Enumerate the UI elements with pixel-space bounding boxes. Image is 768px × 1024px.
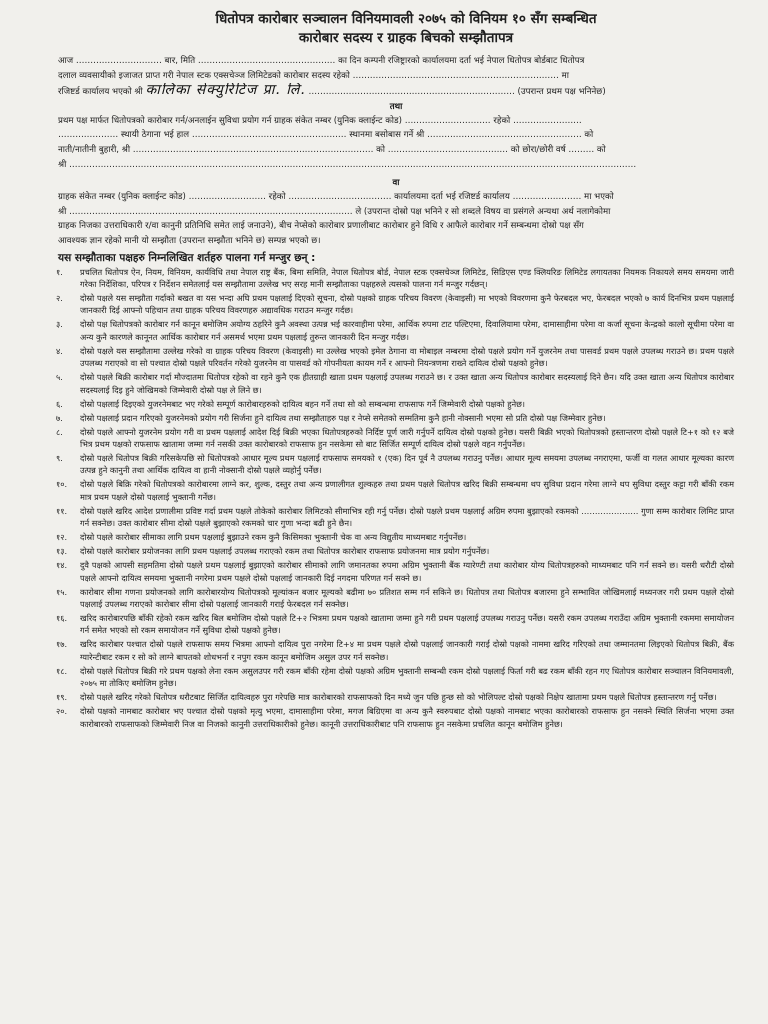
clause-number: १०. (56, 479, 68, 490)
clause-item (58, 691, 734, 703)
clause-item (58, 478, 734, 503)
org-line-1: ग्राहक संकेत नम्बर (युनिक क्लाईन्ट कोड) ……………………… रहेको ……………………………… कार्यालयमा दर्ता भई रजिष्टर्ड कार्यालय …………………… मा भएको (58, 192, 614, 203)
clause-number: १६. (56, 613, 68, 623)
clause-text: दोस्रो पक्षलाई प्रदान गरिएको युजरनेमको प्रयोग गरी सिर्जना हुने दायित्व तथा सम्झौताहरु पक्ष र नेप्से समेतको सम्मतिमा कुनै हानी नोक्सानी भएमा सो प्रति दोस्रो पक्ष जिम्मेवार हुनेछ। (80, 412, 606, 423)
clause-number: ७. (56, 412, 63, 423)
clause-text: दोस्रो पक्षको नामबाट कारोबार भए पश्चात दोस्रो पक्षको मृत्यु भएमा, दामासाहीमा परेमा, मगज बिग्रिएमा वा अन्य कुनै स्वरुपबाट दोस्रो पक्षको नामबाट भएका कारोबारको राफसाफ हुन नसक्ने स्थिति सिर्जना भएमा उक्त कारोबारको राफसाफको जिम्मेवारी निज वा निजको कानुनी उत्तराधिकारीको हुनेछ। कानूनी उत्तराधिकारीबाट पनि राफसाफ हुन नसकेमा प्रचलित कानून बमोजिम हुनेछ। (80, 706, 734, 729)
clause-text: दोस्रो पक्षले धितोपत्र बिक्री गरे प्रथम पक्षको लेना रकम असुलउपर गरी रकम बाँकी रहेमा दोस्रो पक्षको अग्रिम भुक्तानी सम्बन्धी रकम दोस्रो पक्षलाई फिर्ता गरी बढ रकम बाँकी रहन गए धितोपत्र कारोबार सञ्चालन विनियमावली, २०७५ मा तोकिए बमोजिम हुनेछ। (80, 665, 734, 689)
clause-list (58, 266, 734, 731)
document-subtitle: कारोबार सदस्य र ग्राहक बिचको सम्झौतापत्र (298, 30, 514, 46)
client-line-2: ………………… स्थायी ठेगाना भई हाल ……………………………………………… स्थानमा बसोबास गर्ने श्री ……………………………………………… को (58, 130, 594, 141)
clause-text: दोस्रो पक्ष धितोपत्रको कारोबार गर्न कानून बमोजिम अयोग्य ठहरिने कुनै अवस्था उत्पन्न भई कारवाहीमा परेमा, आर्थिक रुपमा टाट पल्टिएमा, दिवालियामा परेमा, दामासाहीमा परेमा वा कर्जा सूचना केन्द्रको कालो सूचीमा परेमा वा अन्य कुनै कारणले कानूनत आर्थिक कारोबार गर्न असमर्थ भएमा प्रथम पक्षलाई तुरुन्त जानकारी दिन मन्जुर गर्दछ। (80, 319, 734, 342)
document-title: धितोपत्र कारोबार सञ्चालन विनियमावली २०७५ को विनियम १० सँग सम्बन्धित (215, 11, 597, 27)
clause-number: २. (56, 292, 63, 303)
clause-number: १८. (56, 665, 68, 676)
clause-item (58, 371, 734, 396)
clause-number: १७. (56, 639, 68, 650)
client-line-1: प्रथम पक्ष मार्फत धितोपत्रको कारोबार गर्न/अनलाईन सुविधा प्रयोग गर्न ग्राहक संकेत नम्बर (युनिक क्लाईन्ट कोड) ………………………… रहेको …………………… (58, 115, 582, 126)
clause-number: १९. (56, 692, 68, 703)
intro-line-1: आज ………………………… बार, मिति ………………………………………… का दिन कम्पनी रजिष्ट्रारको कार्यालयमा दर्ता भई नेपाल धितोपत्र बोर्डबाट धितोपत्र (58, 56, 585, 66)
clause-text: खरिद कारोबारपछि बाँकी रहेको रकम खरिद बिल बमोजिम दोस्रो पक्षले टि+२ भित्रमा प्रथम पक्षको खातामा जम्मा हुने गरी प्रथम पक्षलाई उपलब्ध गराउनु पर्नेछ। यसरी रकम उपलब्ध गराउँदा अग्रिम भुक्तानी रकममा समायोजन गर्न समेत भएको सो रकम समायोजन गर्ने सुविधा दोस्रो पक्षको हुनेछ। (80, 613, 734, 636)
clause-number: ११. (56, 505, 68, 516)
clause-item (58, 318, 734, 343)
org-line-3: ग्राहक निजका उत्तराधिकारी र/वा कानुनी प्रतिनिधि समेत लाई जनाउने), बीच नेप्सेको कारोबार प्रणालीबाट कारोबार हुने विधि र आफैले कारोबार गर्ने सम्बन्धमा दोस्रो पक्ष सँग (58, 221, 584, 232)
clause-item (58, 292, 734, 317)
clause-text: दुवै पक्षको आपसी सहमतिमा दोस्रो पक्षले प्रथम पक्षलाई बुझाएको कारोबार सीमाको लागि जमानतका रुपमा अग्रिम भुक्तानी बैंक ग्यारेण्टी तथा कारोबार योग्य धितोपत्रहरुको माध्यमबाट पनि गर्न सक्ने छ। यसरी धरौटी दोस्रो पक्षले आफ्नो दायित्व समयमा भुक्तानी नगरेमा प्रथम पक्षले दोस्रो पक्षलाई जानकारी दिई नगदमा परिणत गर्न सक्ने छ। (80, 560, 734, 583)
client-line-3: नाती/नातीनी बुहारी, श्री ………………………………………………………………………… को …………………………………… को छोरा/छोरी वर्ष ……… को (58, 144, 606, 155)
clause-item (58, 505, 734, 530)
clause-text: दोस्रो पक्षले खरिद आदेश प्रणालीमा प्रविष्ट गर्दा प्रथम पक्षले तोकेको कारोबार लिमिटको सीमाभित्र रही गर्नु पर्नेछ। दोस्रो पक्षले प्रथम पक्षलाई अग्रिम रुपमा बुझाएको रकमको ………………… गुणा सम्म कारोबार लिमिट प्राप्त गर्न सक्नेछ। उक्त कारोबार सीमा दोस्रो पक्षले बुझाएको रकमको चार गुणा भन्दा बढी हुने छैन। (80, 505, 734, 529)
clause-item (58, 452, 734, 477)
clause-text: दोस्रो पक्षले यस सम्झौतामा उल्लेख गरेको वा ग्राहक परिचय विवरण (केवाइसी) मा उल्लेख भएको इमेल ठेगाना वा मोबाइल नम्बरमा दोस्रो पक्षले प्रयोग गर्ने युजरनेम तथा पासवर्ड प्रथम पक्षले उपलब्ध गराउने छ। प्रथम पक्षले उपलब्ध गराएको वा सो पश्चात दोस्रो पक्षले परिवर्तन गरेको युजरनेम वा पासवर्ड को गोपनीयता कायम गर्ने र आफ्नो नियन्त्रणमा राख्ने दायित्व दोस्रो पक्षको हुनेछ। (80, 345, 734, 369)
intro-line-2: दलाल व्यवसायीको इजाजत प्राप्त गरी नेपाल स्टक एक्सचेञ्ज लिमिटेडको कारोबार सदस्य रहेको ……………………………………………………………… मा (58, 70, 569, 81)
clause-item (58, 531, 734, 543)
clause-item (58, 665, 734, 690)
conditions-heading: यस सम्झौताका पक्षहरु निम्नलिखित शर्तहरु पालना गर्न मन्जुर छन् : (58, 251, 316, 264)
clause-text: दोस्रो पक्षले यस सम्झौता गर्दाको बखत वा यस भन्दा अघि प्रथम पक्षलाई दिएको सूचना, दोस्रो पक्षको ग्राहक परिचय विवरण (केवाइसी) मा भएको विवरणमा कुनै फेरबदल भए, फेरबदल भएको ७ कार्य दिनभित्र प्रथम पक्षलाई जानकारी दिई आफ्नो पहिचान तथा ग्राहक परिचय विवरणहरु अद्यावधिक गराउन मन्जुर गर्दछ। (80, 292, 734, 316)
clause-item (58, 638, 734, 663)
clause-text: प्रचलित धितोपत्र ऐन, नियम, विनियम, कार्यविधि तथा नेपाल राष्ट्र बैंक, बिमा समिति, नेपाल धितोपत्र बोर्ड, नेपाल स्टक एक्सचेञ्ज लिमिटेड, सिडिएस एण्ड क्लियरिङ लिमिटेड लगायतका नियमक निकायले समय समयमा जारी गरेका निर्देशिका, परिपत्र र निर्देशन समेतलाई यस सम्झौतामा उल्लेख भए सरह मानी सम्झौताका पक्षहरुले त्यसको पालना गर्न मन्जुर गर्दछन्। (80, 266, 734, 289)
clause-item (58, 705, 734, 730)
clause-item (58, 559, 734, 584)
intro-line-3: रजिष्टर्ड कार्यालय भएको श्री कालिका सेक्युरिटिज प्रा. लि. ……………………………………………………………… (उपरान्त प्रथम पक्ष भनिनेछ) (58, 83, 606, 99)
clause-number: ५. (56, 372, 63, 383)
clause-text: दोस्रो पक्षलाई दिइएको युजरनेमबाट भए गरेको सम्पूर्ण कारोबारहरुको दायित्व बहन गर्ने तथा सो को सम्बन्धमा राफसाफ गर्ने जिम्मेवारी दोस्रो पक्षको हुनेछ। (80, 398, 525, 409)
org-line-2: श्री ……………………………………………………………………………………… ले (उपरान्त दोस्रो पक्ष भनिने र सो शब्दले विषय वा प्रसंगले अन्यथा अर्थ नलागेकोमा (58, 206, 611, 217)
intro-line-3-start: रजिष्टर्ड कार्यालय भएको श्री (58, 87, 143, 98)
clause-number: १३. (56, 546, 68, 557)
clause-number: २०. (56, 706, 68, 717)
intro-line-3-end: (उपरान्त प्रथम पक्ष भनिनेछ) (517, 87, 606, 98)
clause-item (58, 412, 734, 424)
clause-item (58, 266, 734, 291)
clause-text: खरिद कारोबार पश्चात दोस्रो पक्षले राफसाफ समय भित्रमा आफ्नो दायित्व पुरा नगरेमा टि+४ मा प्रथम पक्षले दोस्रो पक्षलाई जानकारी गराई दोस्रो पक्षको नाममा खरिद गरिएको तथा जम्मानतमा लिइएको धितोपत्र बिक्री, बैंक ग्यारेन्टीबाट रकम र सो को लाग्ने बापतको शोधभर्ना र नपुग रकम कानून बमोजिम असुल उपर गर्न सक्नेछ। (80, 639, 734, 662)
tatha-separator: तथा (389, 101, 403, 112)
clause-text: दोस्रो पक्षले बिक्री कारोबार गर्दा मौज्दातमा धितोपत्र रहेको वा रहने कुनै एक हीतग्राही खाता प्रथम पक्षलाई उपलब्ध गराउने छ। र उक्त खाता अन्य धितोपत्र कारोबार सदस्यलाई दिने छैन। यदि उक्त खाता अन्य धितोपत्र कारोबार सदस्यलाई दिइ हुने जोखिमको जिम्मेवारी दोस्रो पक्ष ले लिने छ। (80, 372, 734, 395)
clause-item (58, 545, 734, 557)
clause-number: ९. (56, 452, 63, 463)
clause-text: दोस्रो पक्षले कारोबार सीमाका लागि प्रथम पक्षलाई बुझाउने रकम कुनै किसिमका भुक्तानी चेक वा अन्य विद्युतीय माध्यमबाट गर्नुपर्नेछ। (80, 532, 467, 543)
clause-number: १२. (56, 532, 68, 543)
clause-text: कारोबार सीमा गणना प्रयोजनको लागि कारोबारयोग्य धितोपत्रको मूल्यांकन बजार मूल्यको बढीमा ७० प्रतिशत सम्म गर्न सकिने छ। धितोपत्र तथा धितोपत्र बजारमा हुने सम्भावित जोखिमलाई मध्यनजर गरी प्रथम पक्षले दोस्रो पक्षलाई उपलब्ध गराएको कारोबार सीमा दोस्रो पक्षलाई जानकारी गराई फेरबदल गर्न सक्नेछ। (80, 586, 734, 609)
clause-text: दोस्रो पक्षले कारोबार प्रयोजनका लागि प्रथम पक्षलाई उपलब्ध गराएको रकम तथा धितोपत्र कारोबार राफसाफ प्रयोजनमा मात्र प्रयोग गर्नुपर्नेछ। (80, 546, 490, 557)
wa-separator: वा (392, 178, 400, 189)
clause-number: ६. (56, 398, 63, 409)
clause-text: दोस्रो पक्षले आफ्नो युजरनेम प्रयोग गरी वा प्रथम पक्षलाई आदेश दिई बिक्री भएका धितोपत्रहरुको निर्दिष्ट पूर्ण जारी गर्नुपर्ने दायित्व दोस्रो पक्षको हुनेछ। यसरी बिक्री भएको धितोपत्रको हस्तान्तरण दोस्रो पक्षले टि+१ को १२ बजे भित्र प्रथम पक्षको राफसाफ खातामा जम्मा गर्न नसकी उक्त कारोबारको राफसाफ हुन नसकेमा सो बाट सिर्जित सम्पूर्ण दायित्व दोस्रो पक्षले वहन गर्नुपर्नेछ। (80, 426, 734, 449)
clause-item (58, 426, 734, 451)
clause-item (58, 586, 734, 611)
clause-number: १. (56, 266, 63, 277)
clause-text: दोस्रो पक्षले खरिद गरेको धितोपत्र धरौटबाट सिर्जित दायित्वहरु पुरा गरेपछि मात्र कारोबारको राफसाफको दिन मध्ये जुन पछि हुन्छ सो को भोलिपल्ट दोस्रो पक्षको निक्षेप खातामा प्रथम पक्षले धितोपत्र हस्तान्तरण गर्नु पर्नेछ। (80, 692, 717, 703)
clause-item (58, 345, 734, 370)
clause-text: दोस्रो पक्षले बिक्रि गरेको धितोपत्रको कारोबारमा लाग्ने कर, शुल्क, दस्तुर तथा अन्य प्रणालीगत शुल्कहरु तथा प्रथम पक्षले धितोपत्र खरिद बिक्री सम्बन्धमा थप सुविधा प्रदान गरेमा लाग्ने थप सुविधा दस्तुर कट्टा गरी बाँकी रकम मात्र प्रथम पक्षले दोस्रो पक्षलाई भुक्तानी गर्नेछ। (80, 479, 734, 502)
clause-item (58, 398, 734, 410)
clause-number: १४. (56, 560, 68, 571)
clause-number: ३. (56, 319, 63, 330)
client-line-4: श्री ……………………………………………………………………………………………………………………………………………………………………………… (58, 159, 637, 170)
clause-text: दोस्रो पक्षले धितोपत्र बिक्री गरिसकेपछि सो धितोपत्रको आधार मूल्य प्रथम पक्षलाई राफसाफ समयको १ (एक) दिन पूर्व नै उपलब्ध गराउनु पर्नेछ। आधार मूल्य समयमा उपलब्ध नगराएमा, फर्जी वा गलत आधार मूल्यका कारण उत्पन्न हुने कानुनी तथा आर्थिक दायित्व वा हानी नोक्सानी दोस्रो पक्षले व्यहोर्नु पर्नेछ। (80, 452, 734, 476)
clause-number: ४. (56, 345, 63, 356)
handwritten-broker-name: कालिका सेक्युरिटिज प्रा. लि. (145, 83, 306, 99)
org-line-4: आवश्यक ज्ञान रहेको मानी यो सम्झौता (उपरान्त सम्झौता भनिने छ) सम्पन्न भएको छ। (58, 235, 321, 246)
clause-number: १५. (56, 586, 68, 597)
clause-number: ८. (56, 426, 63, 437)
clause-item (58, 612, 734, 637)
